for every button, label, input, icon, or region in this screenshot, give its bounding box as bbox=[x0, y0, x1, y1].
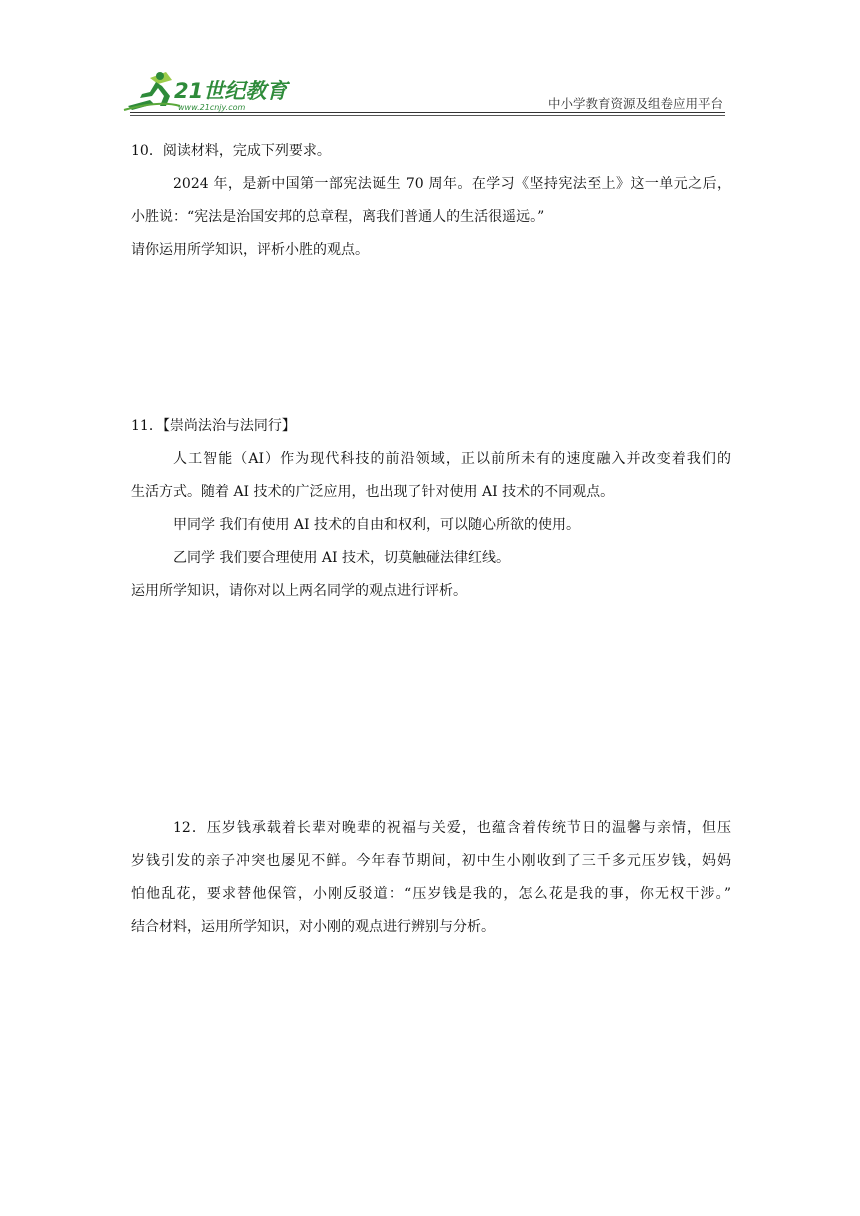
question-10 bbox=[131, 135, 731, 267]
question-11-task: 运用所学知识，请你对以上两名同学的观点进行评析。 bbox=[131, 583, 467, 599]
question-10-task: 请你运用所学知识，评析小胜的观点。 bbox=[131, 242, 369, 258]
question-10-material-line: 2024 年，是新中国第一部宪法诞生 70 周年。在学习《坚持宪法至上》这一单元之后， bbox=[173, 176, 731, 192]
question-11-material-line: 生活方式。随着 AI 技术的广泛应用，也出现了针对使用 AI 技术的不同观点。 bbox=[131, 484, 615, 500]
question-12-material-line: 12．压岁钱承载着长辈对晚辈的祝福与关爱，也蕴含着传统节日的温馨与亲情，但压 bbox=[173, 820, 731, 836]
question-10-material-line: 小胜说：“宪法是治国安邦的总章程，离我们普通人的生活很遥远。” bbox=[131, 209, 545, 225]
svg-text:www.21cnjy.com: www.21cnjy.com bbox=[178, 103, 246, 112]
question-12-material-line: 岁钱引发的亲子冲突也屡见不鲜。今年春节期间，初中生小刚收到了三千多元压岁钱，妈妈 bbox=[131, 853, 731, 869]
header-rule-thin bbox=[130, 115, 725, 116]
question-11 bbox=[131, 410, 731, 608]
question-11-opinion-b: 乙同学 我们要合理使用 AI 技术，切莫触碰法律红线。 bbox=[173, 550, 510, 566]
question-12-task: 结合材料，运用所学知识，对小刚的观点进行辨别与分析。 bbox=[131, 919, 495, 935]
runner-icon bbox=[124, 72, 180, 110]
question-11-opinion-a: 甲同学 我们有使用 AI 技术的自由和权利，可以随心所欲的使用。 bbox=[173, 517, 580, 533]
platform-name: 中小学教育资源及组卷应用平台 bbox=[547, 96, 723, 111]
question-10-title: 10．阅读材料，完成下列要求。 bbox=[131, 143, 331, 159]
question-11-material-line: 人工智能（AI）作为现代科技的前沿领域，正以前所未有的速度融入并改变着我们的 bbox=[173, 451, 731, 467]
logo bbox=[120, 66, 290, 114]
header-rule bbox=[130, 112, 725, 113]
question-11-title: 11．【崇尚法治与法同行】 bbox=[131, 418, 296, 434]
page-header bbox=[120, 66, 725, 116]
svg-text:21世纪教育: 21世纪教育 bbox=[174, 79, 288, 103]
question-12-material-line: 怕他乱花，要求替他保管，小刚反驳道：“压岁钱是我的，怎么花是我的事，你无权干涉。” bbox=[131, 886, 731, 902]
question-12 bbox=[131, 812, 731, 944]
